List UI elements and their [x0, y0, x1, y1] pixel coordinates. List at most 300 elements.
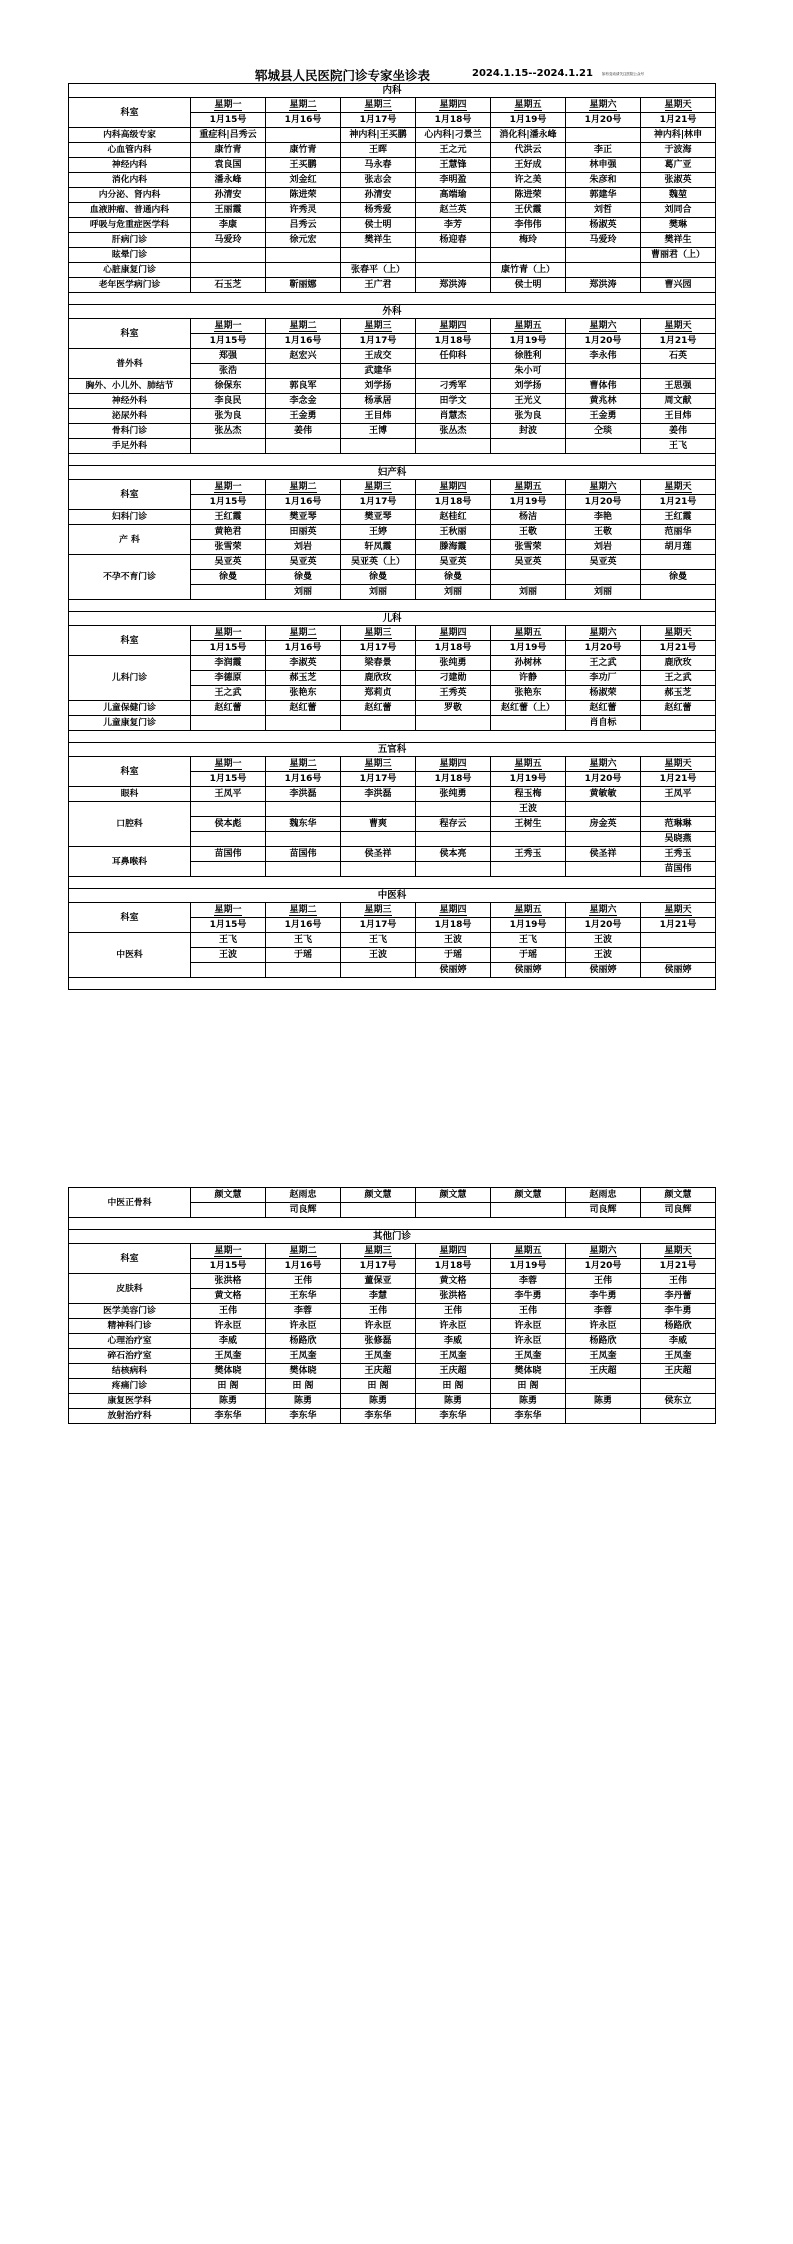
doctor-cell: [416, 832, 491, 847]
schedule-row: [69, 1319, 716, 1334]
weekday-label: 星期三: [364, 100, 392, 110]
weekday-header: [566, 319, 641, 334]
weekday-header: [341, 757, 416, 772]
doctor-cell: 田丽英: [266, 525, 341, 540]
doctor-cell: [641, 263, 716, 278]
weekday-label: 星期天: [664, 759, 692, 769]
weekday-label: 星期二: [289, 1246, 317, 1256]
doctor-cell: 侯丽婷: [416, 963, 491, 978]
date-header: 1月16号: [266, 918, 341, 933]
doctor-cell: 张志会: [341, 173, 416, 188]
doctor-cell: 郑强: [191, 349, 266, 364]
doctor-cell: [416, 364, 491, 379]
doctor-cell: 王思强: [641, 379, 716, 394]
doctor-cell: [416, 802, 491, 817]
doctor-cell: 徐胜利: [491, 349, 566, 364]
date-header: 1月17号: [341, 918, 416, 933]
weekday-label: 星期二: [289, 628, 317, 638]
doctor-cell: 许永臣: [191, 1319, 266, 1334]
doctor-cell: 王秀英: [416, 686, 491, 701]
doctor-cell: 房金英: [566, 817, 641, 832]
doctor-cell: 陈勇: [416, 1394, 491, 1409]
doctor-cell: 李淑英: [266, 656, 341, 671]
doctor-cell: 司良辉: [266, 1203, 341, 1218]
doctor-cell: 王波: [191, 948, 266, 963]
section-title: 中医科: [69, 889, 716, 903]
doctor-cell: [641, 933, 716, 948]
doctor-cell: [566, 364, 641, 379]
doctor-cell: 樊亚琴: [266, 510, 341, 525]
doctor-cell: 黄敏敏: [566, 787, 641, 802]
date-header: 1月21号: [641, 113, 716, 128]
doctor-cell: 张丛杰: [416, 424, 491, 439]
date-header: 1月15号: [191, 772, 266, 787]
date-header: 1月15号: [191, 113, 266, 128]
doctor-cell: 杨淑英: [566, 218, 641, 233]
doctor-cell: 武建华: [341, 364, 416, 379]
date-header: 1月16号: [266, 113, 341, 128]
doctor-cell: 陈勇: [566, 1394, 641, 1409]
doctor-cell: 许静: [491, 671, 566, 686]
doctor-cell: 李东华: [491, 1409, 566, 1424]
weekday-header: [416, 626, 491, 641]
spacer-row: [69, 731, 716, 743]
doctor-cell: 吴亚英: [566, 555, 641, 570]
doctor-cell: 王飞: [341, 933, 416, 948]
doctor-cell: [266, 802, 341, 817]
doctor-cell: [566, 248, 641, 263]
doctor-cell: 王波: [416, 933, 491, 948]
doctor-cell: 张洪格: [191, 1274, 266, 1289]
doctor-cell: 郑洪涛: [566, 278, 641, 293]
spacer-cell: [69, 978, 716, 990]
department-name: 胸外、小儿外、肺结节: [69, 379, 191, 394]
doctor-cell: 代洪云: [491, 143, 566, 158]
doctor-cell: [641, 1379, 716, 1394]
weekday-header: [266, 626, 341, 641]
doctor-cell: 梁春景: [341, 656, 416, 671]
doctor-cell: 神内科|林申: [641, 128, 716, 143]
doctor-cell: 吴亚英: [191, 555, 266, 570]
doctor-cell: 赵红蕾: [341, 701, 416, 716]
doctor-cell: [566, 439, 641, 454]
weekday-label: 星期一: [214, 482, 242, 492]
doctor-cell: 封波: [491, 424, 566, 439]
department-name: 内分泌、肾内科: [69, 188, 191, 203]
weekday-label: 星期天: [664, 628, 692, 638]
doctor-cell: 黄艳君: [191, 525, 266, 540]
doctor-cell: 侯丽婷: [566, 963, 641, 978]
doctor-cell: 赵红蕾: [566, 701, 641, 716]
weekday-header: [191, 480, 266, 495]
doctor-cell: 孙树林: [491, 656, 566, 671]
department-name: 普外科: [69, 349, 191, 379]
date-header: 1月18号: [416, 334, 491, 349]
department-name: 骨科门诊: [69, 424, 191, 439]
doctor-cell: 李威: [641, 1334, 716, 1349]
doctor-cell: 杨路欣: [641, 1319, 716, 1334]
doctor-cell: [491, 439, 566, 454]
weekday-header: [566, 626, 641, 641]
doctor-cell: 刘岩: [566, 540, 641, 555]
doctor-cell: 樊祥生: [641, 233, 716, 248]
doctor-cell: 心内科|刁景兰: [416, 128, 491, 143]
doctor-cell: 李慧: [341, 1289, 416, 1304]
doctor-cell: 王金勇: [266, 409, 341, 424]
doctor-cell: [416, 1203, 491, 1218]
doctor-cell: 王伏霞: [491, 203, 566, 218]
doctor-cell: 吴晓燕: [641, 832, 716, 847]
doctor-cell: 张纯勇: [416, 787, 491, 802]
doctor-cell: 赵红蕾: [191, 701, 266, 716]
department-name: 中医正骨科: [69, 1188, 191, 1218]
doctor-cell: [566, 832, 641, 847]
doctor-cell: 吕秀云: [266, 218, 341, 233]
weekday-header: [416, 480, 491, 495]
doctor-cell: 苗国伟: [191, 847, 266, 862]
doctor-cell: [566, 802, 641, 817]
doctor-cell: 赵红蕾（上）: [491, 701, 566, 716]
doctor-cell: 张为良: [191, 409, 266, 424]
dept-column-header: 科室: [69, 319, 191, 349]
weekday-header-row: [69, 1244, 716, 1259]
date-header: 1月19号: [491, 641, 566, 656]
schedule-row: [69, 128, 716, 143]
schedule-row: [69, 1409, 716, 1424]
weekday-header: [341, 903, 416, 918]
schedule-table-continued: [68, 1187, 716, 1424]
department-name: 精神科门诊: [69, 1319, 191, 1334]
weekday-header: [641, 319, 716, 334]
doctor-cell: [641, 948, 716, 963]
doctor-cell: 张丛杰: [191, 424, 266, 439]
date-header: 1月17号: [341, 334, 416, 349]
doctor-cell: 司良辉: [641, 1203, 716, 1218]
doctor-cell: 王红霞: [641, 510, 716, 525]
date-header: 1月20号: [566, 918, 641, 933]
doctor-cell: 王庆超: [416, 1364, 491, 1379]
doctor-cell: 许永臣: [566, 1319, 641, 1334]
doctor-cell: [191, 585, 266, 600]
doctor-cell: 赵红蕾: [641, 701, 716, 716]
doctor-cell: 朱彦和: [566, 173, 641, 188]
doctor-cell: 梅玲: [491, 233, 566, 248]
doctor-cell: 曹爽: [341, 817, 416, 832]
doctor-cell: 王敬: [491, 525, 566, 540]
weekday-label: 星期三: [364, 321, 392, 331]
section-header-row: [69, 612, 716, 626]
weekday-header: [641, 480, 716, 495]
department-name: 儿科门诊: [69, 656, 191, 701]
spacer-cell: [69, 877, 716, 889]
doctor-cell: 赵宏兴: [266, 349, 341, 364]
department-name: 皮肤科: [69, 1274, 191, 1304]
doctor-cell: 马爱玲: [566, 233, 641, 248]
doctor-cell: 滕海霞: [416, 540, 491, 555]
doctor-cell: 康竹青: [191, 143, 266, 158]
doctor-cell: 刘丽: [266, 585, 341, 600]
doctor-cell: 魏东华: [266, 817, 341, 832]
doctor-cell: 李良民: [191, 394, 266, 409]
doctor-cell: 王伟: [416, 1304, 491, 1319]
department-name: 产 科: [69, 525, 191, 555]
doctor-cell: 王婷: [341, 525, 416, 540]
department-name: 儿童康复门诊: [69, 716, 191, 731]
weekday-header: [266, 98, 341, 113]
schedule-table: [68, 83, 716, 990]
spacer-cell: [69, 454, 716, 466]
doctor-cell: [341, 832, 416, 847]
doctor-cell: 孙清安: [341, 188, 416, 203]
spacer-cell: [69, 731, 716, 743]
doctor-cell: 李润霞: [191, 656, 266, 671]
doctor-cell: [641, 364, 716, 379]
doctor-cell: [491, 248, 566, 263]
doctor-cell: 王飞: [191, 933, 266, 948]
schedule-row: [69, 263, 716, 278]
doctor-cell: 徐曼: [416, 570, 491, 585]
weekday-label: 星期二: [289, 905, 317, 915]
date-range: 2024.1.15--2024.1.21: [472, 68, 593, 79]
doctor-cell: 王波: [341, 948, 416, 963]
weekday-label: 星期三: [364, 759, 392, 769]
section-title: 妇产科: [69, 466, 716, 480]
doctor-cell: [566, 570, 641, 585]
date-header: 1月18号: [416, 772, 491, 787]
schedule-row: [69, 656, 716, 671]
doctor-cell: 苗国伟: [641, 862, 716, 877]
doctor-cell: 王光义: [491, 394, 566, 409]
doctor-cell: 王伟: [266, 1274, 341, 1289]
date-header: 1月20号: [566, 1259, 641, 1274]
weekday-header: [566, 903, 641, 918]
weekday-label: 星期四: [439, 1246, 467, 1256]
doctor-cell: 于瑶: [266, 948, 341, 963]
header-note: 如有变动请关注医院公众号: [602, 72, 644, 76]
doctor-cell: 王目炜: [341, 409, 416, 424]
date-header: 1月21号: [641, 334, 716, 349]
date-header: 1月21号: [641, 772, 716, 787]
doctor-cell: 王凤奎: [266, 1349, 341, 1364]
doctor-cell: 刘丽: [416, 585, 491, 600]
department-name: 眩晕门诊: [69, 248, 191, 263]
doctor-cell: 杨淑荣: [566, 686, 641, 701]
doctor-cell: [341, 248, 416, 263]
doctor-cell: 王凤奎: [641, 1349, 716, 1364]
weekday-label: 星期六: [589, 100, 617, 110]
doctor-cell: 樊体晓: [191, 1364, 266, 1379]
doctor-cell: [416, 263, 491, 278]
schedule-row: [69, 158, 716, 173]
date-header: 1月16号: [266, 772, 341, 787]
date-header: 1月19号: [491, 113, 566, 128]
doctor-cell: 王飞: [266, 933, 341, 948]
doctor-cell: 侯本彪: [191, 817, 266, 832]
doctor-cell: 李艳: [566, 510, 641, 525]
weekday-label: 星期二: [289, 100, 317, 110]
section-header-row: [69, 889, 716, 903]
doctor-cell: 靳丽娜: [266, 278, 341, 293]
doctor-cell: 王红霞: [191, 510, 266, 525]
doctor-cell: 仝琰: [566, 424, 641, 439]
department-name: 康复医学科: [69, 1394, 191, 1409]
doctor-cell: 于瑶: [416, 948, 491, 963]
doctor-cell: 樊亚琴: [341, 510, 416, 525]
weekday-label: 星期二: [289, 321, 317, 331]
schedule-row: [69, 248, 716, 263]
doctor-cell: 刘金红: [266, 173, 341, 188]
doctor-cell: [191, 439, 266, 454]
doctor-cell: [416, 862, 491, 877]
doctor-cell: 赵桂红: [416, 510, 491, 525]
weekday-header: [266, 903, 341, 918]
weekday-header: [266, 757, 341, 772]
weekday-label: 星期五: [514, 100, 542, 110]
doctor-cell: [566, 1379, 641, 1394]
doctor-cell: [491, 716, 566, 731]
weekday-header: [491, 1244, 566, 1259]
weekday-label: 星期四: [439, 905, 467, 915]
doctor-cell: 胡月莲: [641, 540, 716, 555]
schedule-row: [69, 143, 716, 158]
schedule-row: [69, 1188, 716, 1203]
dept-column-header: 科室: [69, 757, 191, 787]
doctor-cell: 王凤奎: [491, 1349, 566, 1364]
doctor-cell: [566, 862, 641, 877]
department-name: 神经外科: [69, 394, 191, 409]
schedule-row: [69, 510, 716, 525]
date-header: 1月19号: [491, 918, 566, 933]
doctor-cell: 徐保东: [191, 379, 266, 394]
doctor-cell: 张淑英: [641, 173, 716, 188]
doctor-cell: 王之元: [416, 143, 491, 158]
weekday-header-row: [69, 757, 716, 772]
weekday-label: 星期六: [589, 905, 617, 915]
schedule-row: [69, 716, 716, 731]
doctor-cell: 刘哲: [566, 203, 641, 218]
doctor-cell: 康竹青: [266, 143, 341, 158]
doctor-cell: 苗国伟: [266, 847, 341, 862]
doctor-cell: 王金勇: [566, 409, 641, 424]
doctor-cell: 颜文慧: [191, 1188, 266, 1203]
weekday-label: 星期五: [514, 1246, 542, 1256]
doctor-cell: 李正: [566, 143, 641, 158]
doctor-cell: 杨承居: [341, 394, 416, 409]
doctor-cell: 李明盈: [416, 173, 491, 188]
weekday-header: [341, 1244, 416, 1259]
doctor-cell: [266, 439, 341, 454]
doctor-cell: 刘同合: [641, 203, 716, 218]
doctor-cell: 吴亚英（上）: [341, 555, 416, 570]
department-name: 老年医学病门诊: [69, 278, 191, 293]
doctor-cell: 王之武: [191, 686, 266, 701]
doctor-cell: [641, 716, 716, 731]
doctor-cell: 颜文慧: [341, 1188, 416, 1203]
weekday-header: [641, 903, 716, 918]
doctor-cell: 王好成: [491, 158, 566, 173]
doctor-cell: 郑洪涛: [416, 278, 491, 293]
doctor-cell: [266, 862, 341, 877]
doctor-cell: 李洪磊: [341, 787, 416, 802]
schedule-row: [69, 218, 716, 233]
schedule-row: [69, 555, 716, 570]
doctor-cell: [266, 248, 341, 263]
schedule-row: [69, 349, 716, 364]
doctor-cell: [266, 832, 341, 847]
doctor-cell: 陈勇: [491, 1394, 566, 1409]
spacer-row: [69, 293, 716, 305]
date-header: 1月19号: [491, 772, 566, 787]
doctor-cell: [266, 963, 341, 978]
doctor-cell: 姜伟: [641, 424, 716, 439]
date-header: 1月17号: [341, 495, 416, 510]
doctor-cell: 张浩: [191, 364, 266, 379]
doctor-cell: 许永臣: [416, 1319, 491, 1334]
doctor-cell: 李念金: [266, 394, 341, 409]
doctor-cell: 侯士明: [341, 218, 416, 233]
schedule-row: [69, 1334, 716, 1349]
schedule-row: [69, 1304, 716, 1319]
doctor-cell: 王波: [566, 933, 641, 948]
doctor-cell: [191, 1203, 266, 1218]
doctor-cell: [266, 263, 341, 278]
doctor-cell: 王之武: [641, 671, 716, 686]
weekday-header: [341, 98, 416, 113]
weekday-header: [491, 480, 566, 495]
doctor-cell: 姜伟: [266, 424, 341, 439]
weekday-header: [416, 1244, 491, 1259]
weekday-header: [566, 98, 641, 113]
doctor-cell: 赵雨忠: [266, 1188, 341, 1203]
department-name: 结核病科: [69, 1364, 191, 1379]
schedule-row: [69, 787, 716, 802]
doctor-cell: 张修磊: [341, 1334, 416, 1349]
doctor-cell: 田 阁: [491, 1379, 566, 1394]
doctor-cell: 李威: [191, 1334, 266, 1349]
doctor-cell: 鹿欣玫: [341, 671, 416, 686]
department-name: 妇科门诊: [69, 510, 191, 525]
weekday-header: [491, 319, 566, 334]
doctor-cell: 潘永峰: [191, 173, 266, 188]
date-header: 1月19号: [491, 334, 566, 349]
doctor-cell: 张雪荣: [491, 540, 566, 555]
doctor-cell: 陈勇: [191, 1394, 266, 1409]
doctor-cell: 王目炜: [641, 409, 716, 424]
date-header: 1月18号: [416, 1259, 491, 1274]
weekday-header: [341, 480, 416, 495]
schedule-row: [69, 278, 716, 293]
doctor-cell: 王伟: [491, 1304, 566, 1319]
schedule-row: [69, 933, 716, 948]
schedule-row: [69, 233, 716, 248]
section-title: 内科: [69, 84, 716, 98]
doctor-cell: 袁良国: [191, 158, 266, 173]
doctor-cell: 黄文格: [416, 1274, 491, 1289]
doctor-cell: 孙清安: [191, 188, 266, 203]
doctor-cell: 高端瑜: [416, 188, 491, 203]
weekday-header: [491, 757, 566, 772]
doctor-cell: [416, 439, 491, 454]
doctor-cell: 鹿欣玫: [641, 656, 716, 671]
department-name: 医学美容门诊: [69, 1304, 191, 1319]
doctor-cell: 张洪格: [416, 1289, 491, 1304]
doctor-cell: 李牛勇: [641, 1304, 716, 1319]
doctor-cell: 侯东立: [641, 1394, 716, 1409]
weekday-header-row: [69, 626, 716, 641]
doctor-cell: 黄兆林: [566, 394, 641, 409]
doctor-cell: 李康: [191, 218, 266, 233]
weekday-header: [491, 903, 566, 918]
